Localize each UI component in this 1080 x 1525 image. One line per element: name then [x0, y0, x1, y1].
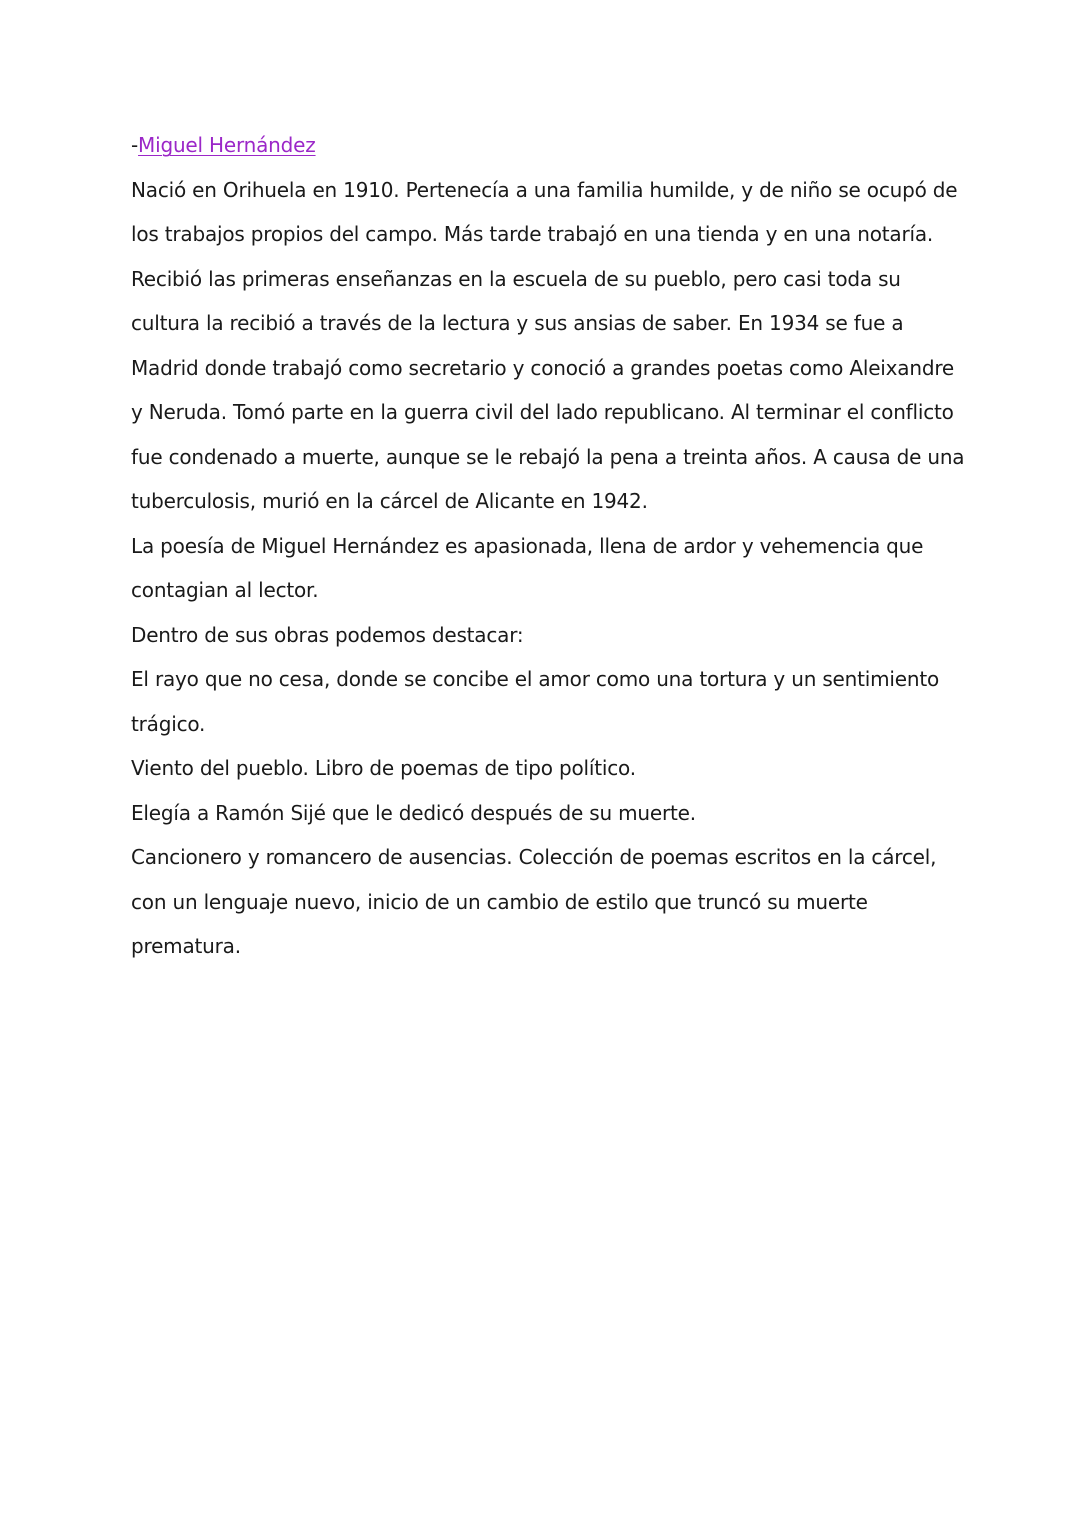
text-line-12: El rayo que no cesa, donde se concibe el amor como una tortura y un sentimiento [131, 667, 940, 691]
heading-prefix: - [131, 133, 139, 157]
text-line-10: contagian al lector. [131, 578, 319, 602]
heading-line [131, 123, 961, 168]
text-line-4: cultura la recibió a través de la lectura y sus ansias de saber. En 1934 se fue a [131, 311, 904, 335]
text-line-6: y Neruda. Tomó parte en la guerra civil del lado republicano. Al terminar el conflicto [131, 400, 954, 424]
text-line-2: los trabajos propios del campo. Más tarde trabajó en una tienda y en una notaría. [131, 222, 934, 246]
text-line-14: Viento del pueblo. Libro de poemas de tipo político. [131, 756, 636, 780]
text-line-11: Dentro de sus obras podemos destacar: [131, 622, 524, 647]
document-body [131, 123, 965, 969]
text-line-15: Elegía a Ramón Sijé que le dedicó después de su muerte. [131, 800, 696, 825]
text-line-3: Recibió las primeras enseñanzas en la escuela de su pueblo, pero casi toda su [131, 266, 901, 291]
text-line-8: tuberculosis, murió en la cárcel de Alicante en 1942. [131, 489, 648, 513]
text-line-17: con un lenguaje nuevo, inicio de un cambio de estilo que truncó su muerte [131, 889, 868, 914]
text-line-13: trágico. [131, 711, 206, 736]
text-line-5: Madrid donde trabajó como secretario y conoció a grandes poetas como Aleixandre [131, 355, 955, 380]
text-line-9: La poesía de Miguel Hernández es apasionada, llena de ardor y vehemencia que [131, 533, 924, 558]
heading-link[interactable]: Miguel Hernández [138, 133, 316, 157]
text-line-1: Nació en Orihuela en 1910. Pertenecía a una familia humilde, y de niño se ocupó de [131, 177, 958, 202]
text-line-18: prematura. [131, 934, 241, 958]
text-line-16: Cancionero y romancero de ausencias. Colección de poemas escritos en la cárcel, [131, 845, 937, 869]
text-line-7: fue condenado a muerte, aunque se le rebajó la pena a treinta años. A causa de una [131, 444, 965, 469]
